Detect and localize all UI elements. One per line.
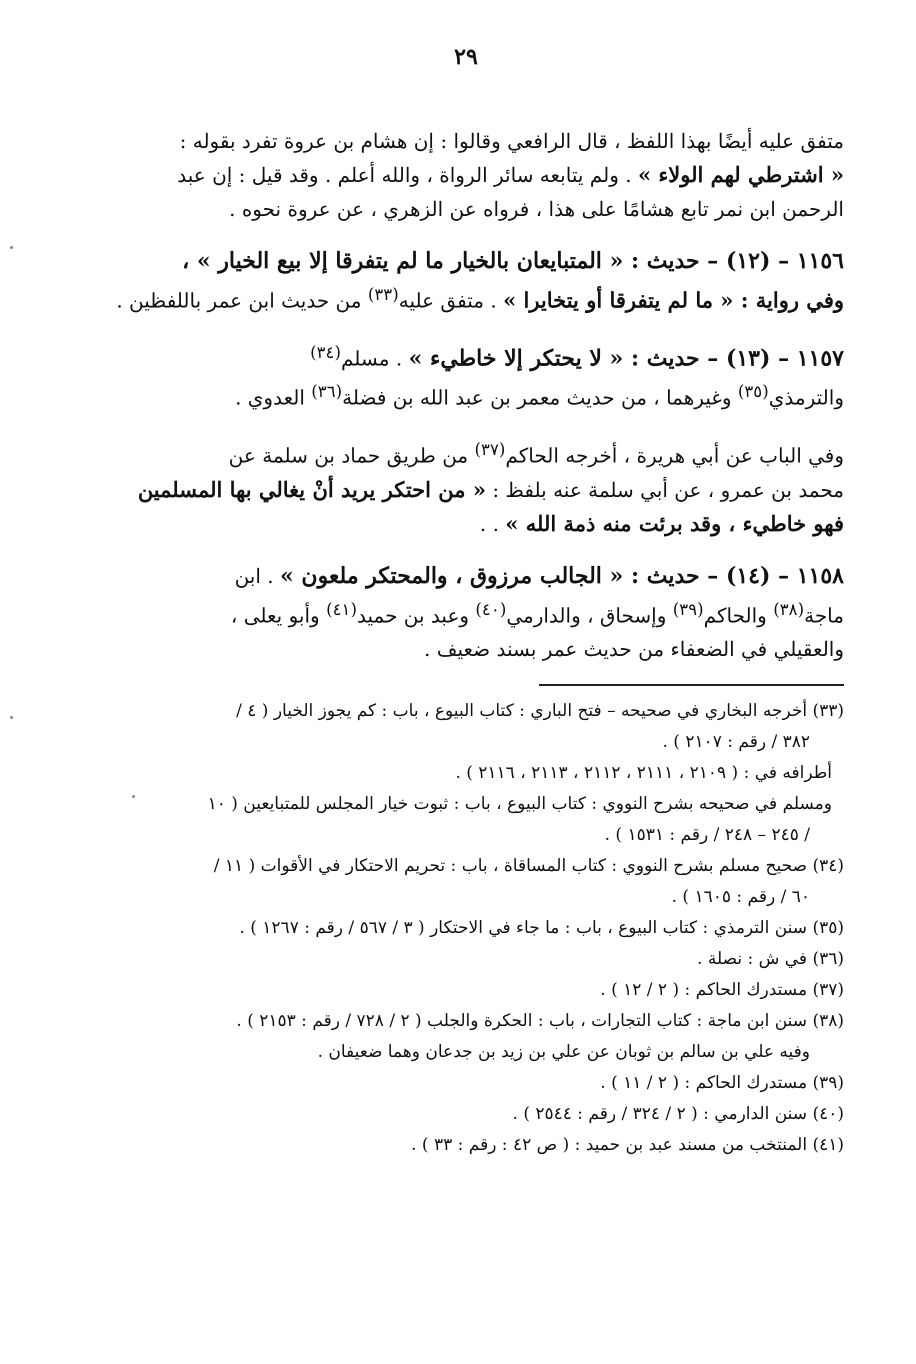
text-run: العدوي . [235,385,312,410]
footnote-ref: (٣٦) [311,382,343,402]
text-run: ماجة [804,603,844,628]
footnote-34: (٣٤) صحيح مسلم بشرح النووي : كتاب المساقاة ، باب : تحريم الاحتكار في الأقوات ( ١١ / [213,856,844,877]
quote-bold: « من احتكر يريد أنْ يغالي بها المسلمين [137,476,486,502]
paragraph-1-line-1: متفق عليه أيضًا بهذا اللفظ ، قال الرافعي وقالوا : إن هشام بن عروة تفرد بقوله : [179,129,844,153]
document-page [88,40,844,1161]
footnote-ref: (٣٥) [737,382,769,402]
footnote-41: (٤١) المنتخب من مسند عبد بن حميد : ( ص ٤٢ : رقم : ٣٣ ) . [411,1135,844,1156]
hadith-1157-head-rest: . مسلم [341,346,409,371]
text-run: وأبو يعلى ، [230,603,327,628]
hadith-1158-heading-line [88,559,844,593]
paragraph-1-line-3: الرحمن ابن نمر تابع هشامًا على هذا ، فرواه عن الزهري ، عن عروة نحوه . [229,197,844,221]
text-run: والحاكم [703,603,774,628]
paragraph-4-line-1 [88,433,844,473]
footnote-ref: (٣٨) [773,599,805,619]
quote-bold: وفي رواية : « ما لم يتفرقا أو يتخايرا » [503,287,844,313]
footnote-37: (٣٧) مستدرك الحاكم : ( ٢ / ١٢ ) . [600,980,844,1001]
footnote-ref: (٤٠) [475,599,507,619]
text-run: وعبد بن حميد [356,603,476,628]
footnote-40: (٤٠) سنن الدارمي : ( ٢ / ٣٢٤ / رقم : ٢٥٤٤ ) . [512,1104,844,1125]
scan-speck [10,246,13,249]
footnote-38-cont: وفيه علي بن سالم بن ثوبان عن علي بن زيد بن جدعان وهما ضعيفان . [317,1042,810,1063]
text-run: . . [479,511,506,536]
text-run: من طريق حماد بن سلمة عن [228,443,475,468]
footnote-33-cont: ومسلم في صحيحه بشرح النووي : كتاب البيوع ، باب : ثبوت خيار المجلس للمتبايعين ( ١٠ [207,794,832,815]
footnote-38: (٣٨) سنن ابن ماجة : كتاب التجارات ، باب : الحكرة والجلب ( ٢ / ٧٢٨ / رقم : ٢١٥٣ ) . [236,1011,844,1032]
footnote-ref: (٤١) [326,599,357,619]
footnote-33-cont: أطرافه في : ( ٢١٠٩ ، ٢١١١ ، ٢١١٢ ، ٢١١٣ ، ٢١١٦ ) . [455,763,832,784]
footnote-divider [539,684,844,686]
paragraph-1-line-2 [88,158,844,192]
hadith-1158-head-rest: . ابن [234,563,280,588]
paragraph-4-line-2 [88,473,844,507]
footnote-ref: (٣٣) [367,285,399,304]
text-run: والترمذي [768,385,844,410]
footnote-35: (٣٥) سنن الترمذي : كتاب البيوع ، باب : ما جاء في الاحتكار ( ٣ / ٥٦٧ / رقم : ١٢٦٧ ) . [239,918,844,939]
hadith-1156-text: . متفق عليه [398,288,504,313]
hadith-1157-heading-line [88,336,844,376]
footnote-ref: (٣٤) [310,342,341,362]
paragraph-4 [88,433,844,541]
hadith-1156 [88,244,844,318]
footnote-33-cont: / ٢٤٥ – ٢٤٨ / رقم : ١٥٣١ ) . [604,825,810,846]
text-run: محمد بن عمرو ، عن أبي سلمة عنه بلفظ : [485,477,844,502]
paragraph-1 [88,124,844,226]
paragraph-4-line-3 [88,507,844,541]
hadith-1157-heading: ١١٥٧ – (١٣) – حديث : « لا يحتكر إلا خاطيء » [408,345,844,372]
text-run: وغيرهما ، من حديث معمر بن عبد الله بن فضلة [342,385,738,410]
page-number: ٢٩ [454,44,478,70]
footnote-ref: (٣٩) [672,599,704,619]
hadith-1158 [88,559,844,667]
scan-speck [10,716,13,719]
footnote-33-cont: ٣٨٢ / رقم : ٢١٠٧ ) . [662,732,810,753]
footnote-33: (٣٣) أخرجه البخاري في صحيحه – فتح الباري : كتاب البيوع ، باب : كم يجوز الخيار ( ٤ / [236,701,844,722]
text-run: وفي الباب عن أبي هريرة ، أخرجه الحاكم [505,443,844,468]
hadith-1156-heading: ١١٥٦ – (١٢) – حديث : « المتبايعان بالخيار ما لم يتفرقا إلا بيع الخيار » ، [182,248,844,274]
hadith-1157-line-2 [88,375,844,415]
hadith-1158-line-2 [88,593,844,633]
text-run: وإسحاق ، والدارمي [506,603,673,628]
footnote-36: (٣٦) في ش : نصلة . [697,949,844,970]
footnote-34-cont: ٦٠ / رقم : ١٦٠٥ ) . [671,887,810,908]
footnote-39: (٣٩) مستدرك الحاكم : ( ٢ / ١١ ) . [600,1073,844,1094]
paragraph-1-line-2-rest: . ولم يتابعه سائر الرواة ، والله أعلم . وقد قيل : إن عبد [177,163,638,187]
hadith-1157 [88,336,844,415]
quote-bold: « اشترطي لهم الولاء » [637,162,844,187]
hadith-1156-line-2 [88,278,844,318]
footnotes [88,696,844,1161]
scan-speck [132,795,135,798]
hadith-1158-line-3: والعقيلي في الضعفاء من حديث عمر بسند ضعيف . [424,637,844,662]
footnote-ref: (٣٧) [474,439,506,459]
quote-bold: فهو خاطيء ، وقد برئت منه ذمة الله » [505,510,844,536]
hadith-1158-heading: ١١٥٨ – (١٤) – حديث : « الجالب مرزوق ، والمحتكر ملعون » [280,562,844,589]
hadith-1156-text-end: من حديث ابن عمر باللفظين . [116,288,368,313]
